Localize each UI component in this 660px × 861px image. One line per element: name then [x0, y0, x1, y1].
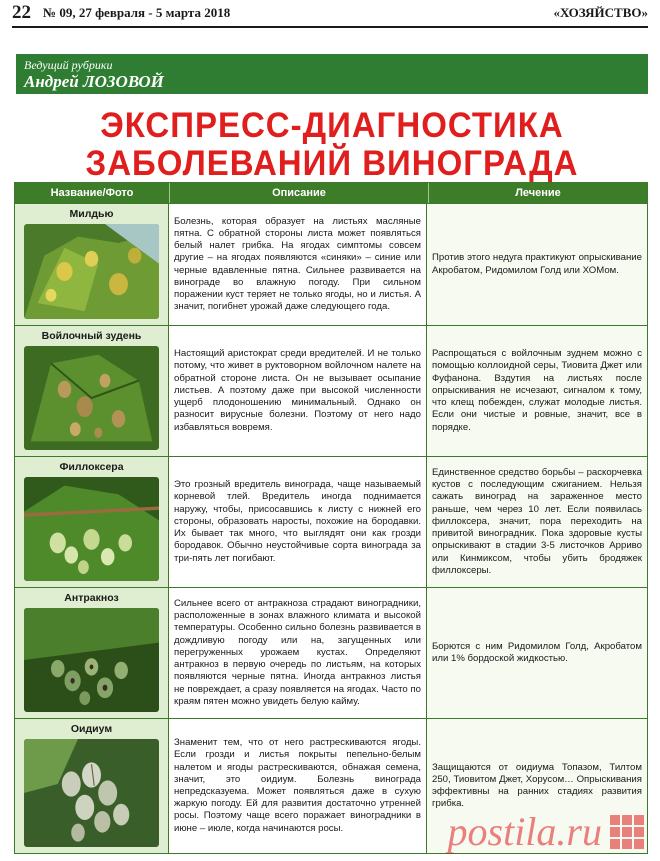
rubric-author: Андрей ЛОЗОВОЙ — [24, 72, 164, 91]
page-title — [16, 106, 648, 182]
phylloxera-photo — [24, 477, 159, 581]
disease-name: Войлочный зудень — [41, 330, 142, 342]
disease-description: Знаменит тем, что от него растрескиваются ягоды. Если грозди и листья покрыты пепельно-белым налетом и ягоды растрескиваются, обнажая семена, значит, это оидиум. Болезнь винограда непредсказуема. Может появляться даже в сухую жаркую погоду. Ей для развития достаточно утренней росы. Поэтому чаще всего поражает виноградники в июне – июле, когда начинаются росы. — [169, 719, 427, 853]
page-number: 22 — [12, 2, 31, 23]
disease-name-cell — [15, 457, 169, 587]
header-name-photo: Название/Фото — [15, 183, 170, 203]
table-row — [15, 203, 647, 325]
disease-name-cell — [15, 326, 169, 456]
felt-mite-photo — [24, 346, 159, 450]
masthead — [12, 0, 648, 28]
watermark — [448, 808, 644, 855]
watermark-logo-icon — [610, 815, 644, 849]
headline-line-1: ЭКСПРЕСС-ДИАГНОСТИКА — [100, 104, 564, 145]
header-description: Описание — [170, 183, 429, 203]
disease-name: Оидиум — [70, 723, 113, 735]
disease-treatment: Против этого недуга практикуют опрыскивание Акробатом, Ридомилом Голд или ХОМом. — [427, 204, 647, 325]
table-row — [15, 456, 647, 587]
issue-info: № 09, 27 февраля - 5 марта 2018 — [43, 5, 231, 20]
rubric-bar — [16, 54, 648, 94]
headline-line-2: ЗАБОЛЕВАНИЙ ВИНОГРАДА — [85, 142, 579, 183]
diagnosis-table — [14, 182, 648, 854]
paper-name: «ХОЗЯЙСТВО» — [553, 5, 648, 20]
oidium-photo — [24, 739, 159, 847]
disease-description: Настоящий аристократ среди вредителей. И не только потому, что живет в руктоворном войлочном налете на обратной стороне листа. Он не вызывает осыпание листьев. А поэтому даже при высокой численности ущерб плодоношению минимальный. Однако он разносит вирусные болезни. Поэтому от него надо избавляться вовремя. — [169, 326, 427, 456]
disease-treatment: Распрощаться с войлочным зуднем можно с помощью коллоидной серы, Тиовита Джет или Фуфанона. Вздутия на листьях после опрыскивания не исчезают, сигналом к тому, что клещ побежден, служат молодые листья. Если они чистые и ровные, значит, все в порядке. — [427, 326, 647, 456]
disease-description: Сильнее всего от антракноза страдают виноградники, расположенные в зонах влажного климата и высокой температуры. Особенно сильно болезнь развивается в дождливую погоду или на, загущенных или перегруженных урожаем кустах. Определяют антракноз в первую очередь по листьям, на которых появляются черные пятна. Иногда антракноз листья не повреждает, а сразу появляется на ягодах. Часто по краям пятен можно увидеть белую кайму. — [169, 588, 427, 718]
watermark-text: postila.ru — [447, 809, 602, 854]
disease-name-cell — [15, 588, 169, 718]
disease-treatment: Единственное средство борьбы – раскорчевка кустов с последующим сжиганием. Нельзя сажать виноград на зараженное место раньше, чем через 10 лет. Если появилась филлоксера, значит, пора переходить на привитой виноградник. Пока здоровые кусты опрыскивают в стадии 3-5 листочков Арриво или Кинмиксом, чтобы убить бродяжек филлоксеры. — [427, 457, 647, 587]
disease-name: Милдью — [69, 208, 114, 220]
disease-name-cell — [15, 204, 169, 325]
mildew-photo — [24, 224, 159, 319]
header-treatment: Лечение — [515, 187, 561, 199]
disease-description: Болезнь, которая образует на листьях масляные пятна. С обратной стороны листа может появляться белый налет грибка. На ягодах симптомы совсем другие – на ягодах появляются «синяки» – синие или черные вдавленные пятна. Сильнее развивается на винограде во влажную погоду. При сильном поражении куст теряет не только ягоды, но и листья. А значит, погибнет урожай даже следующего года. — [169, 204, 427, 325]
table-row — [15, 325, 647, 456]
disease-description: Это грозный вредитель винограда, чаще называемый корневой тлей. Вредитель иногда поднимается наружу, чтобы, присосавшись к листу с нижней его стороны, образовать наросты, похожие на бородавки. Их бывает так много, что выглядят они как грозди бородавок. Обычно неустойчивые сорта винограда за три-пять лет погибают. — [169, 457, 427, 587]
disease-name: Антракноз — [64, 592, 119, 604]
rubric-role: Ведущий рубрики — [24, 58, 113, 72]
disease-treatment: Защищаются от оидиума Топазом, Тилтом 250, Тиовитом Джет, Хорусом… Опрыскивания эффективны на ранних стадиях развития грибка. — [427, 719, 647, 853]
disease-treatment: Борются с ним Ридомилом Голд, Акробатом или 1% бордоской жидкостью. — [427, 588, 647, 718]
table-header — [15, 183, 647, 203]
anthracnose-photo — [24, 608, 159, 712]
disease-name-cell — [15, 719, 169, 853]
disease-name: Филлоксера — [59, 461, 124, 473]
table-row — [15, 587, 647, 718]
